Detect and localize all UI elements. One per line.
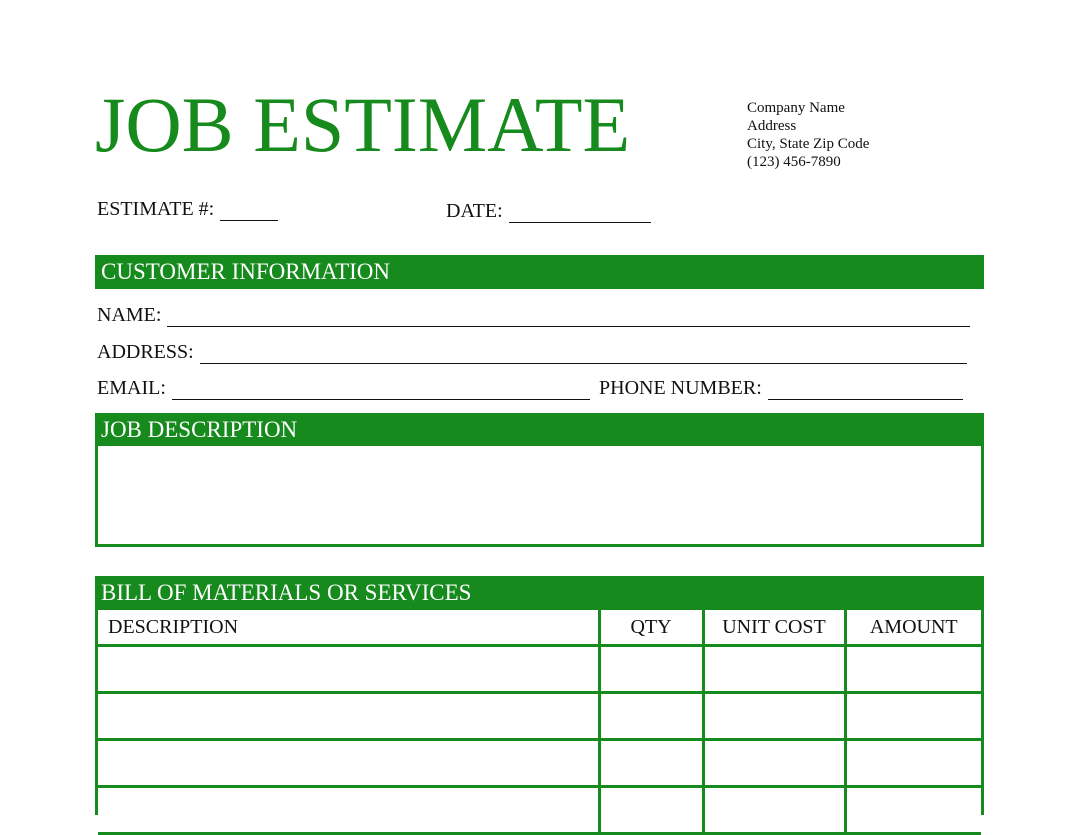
cell-unit-cost[interactable] <box>703 693 845 740</box>
estimate-number-blank[interactable] <box>220 201 278 221</box>
phone-number-blank[interactable] <box>768 380 963 400</box>
table-row <box>98 646 981 693</box>
phone-number-field <box>599 376 963 400</box>
job-description-box[interactable] <box>95 446 984 547</box>
cell-unit-cost[interactable] <box>703 646 845 693</box>
email-field <box>97 376 590 400</box>
company-address: Address <box>747 118 797 134</box>
column-header-unit-cost: UNIT COST <box>703 610 845 646</box>
column-header-description: DESCRIPTION <box>98 610 599 646</box>
cell-description[interactable] <box>98 646 599 693</box>
bill-table-container <box>95 610 984 815</box>
cell-qty[interactable] <box>599 740 703 787</box>
column-header-qty: QTY <box>599 610 703 646</box>
cell-amount[interactable] <box>845 787 981 834</box>
date-label: DATE: <box>446 200 503 222</box>
cell-amount[interactable] <box>845 740 981 787</box>
address-field <box>97 340 967 364</box>
bill-table-header-row <box>98 610 981 646</box>
cell-unit-cost[interactable] <box>703 740 845 787</box>
customer-information-header: CUSTOMER INFORMATION <box>95 255 984 289</box>
name-blank[interactable] <box>167 307 970 327</box>
company-phone: (123) 456-7890 <box>747 154 841 170</box>
cell-qty[interactable] <box>599 646 703 693</box>
name-field <box>97 303 970 327</box>
cell-amount[interactable] <box>845 693 981 740</box>
date-field <box>446 199 651 223</box>
table-row <box>98 693 981 740</box>
date-blank[interactable] <box>509 203 651 223</box>
cell-description[interactable] <box>98 740 599 787</box>
address-blank[interactable] <box>200 344 967 364</box>
document-title: JOB ESTIMATE <box>95 81 631 168</box>
cell-unit-cost[interactable] <box>703 787 845 834</box>
table-row <box>98 787 981 834</box>
name-label: NAME: <box>97 304 162 326</box>
cell-amount[interactable] <box>845 646 981 693</box>
cell-qty[interactable] <box>599 693 703 740</box>
company-city-state-zip: City, State Zip Code <box>747 136 870 152</box>
email-blank[interactable] <box>172 380 590 400</box>
table-row <box>98 740 981 787</box>
company-name: Company Name <box>747 100 845 116</box>
bill-table <box>98 610 981 835</box>
bill-of-materials-header: BILL OF MATERIALS OR SERVICES <box>95 576 984 610</box>
phone-number-label: PHONE NUMBER: <box>599 377 762 399</box>
column-header-amount: AMOUNT <box>845 610 981 646</box>
estimate-number-label: ESTIMATE #: <box>97 198 215 220</box>
estimate-number-field <box>97 197 278 221</box>
job-description-header: JOB DESCRIPTION <box>95 413 984 447</box>
company-info <box>747 99 869 171</box>
cell-description[interactable] <box>98 693 599 740</box>
address-label: ADDRESS: <box>97 341 194 363</box>
cell-qty[interactable] <box>599 787 703 834</box>
email-label: EMAIL: <box>97 377 166 399</box>
cell-description[interactable] <box>98 787 599 834</box>
